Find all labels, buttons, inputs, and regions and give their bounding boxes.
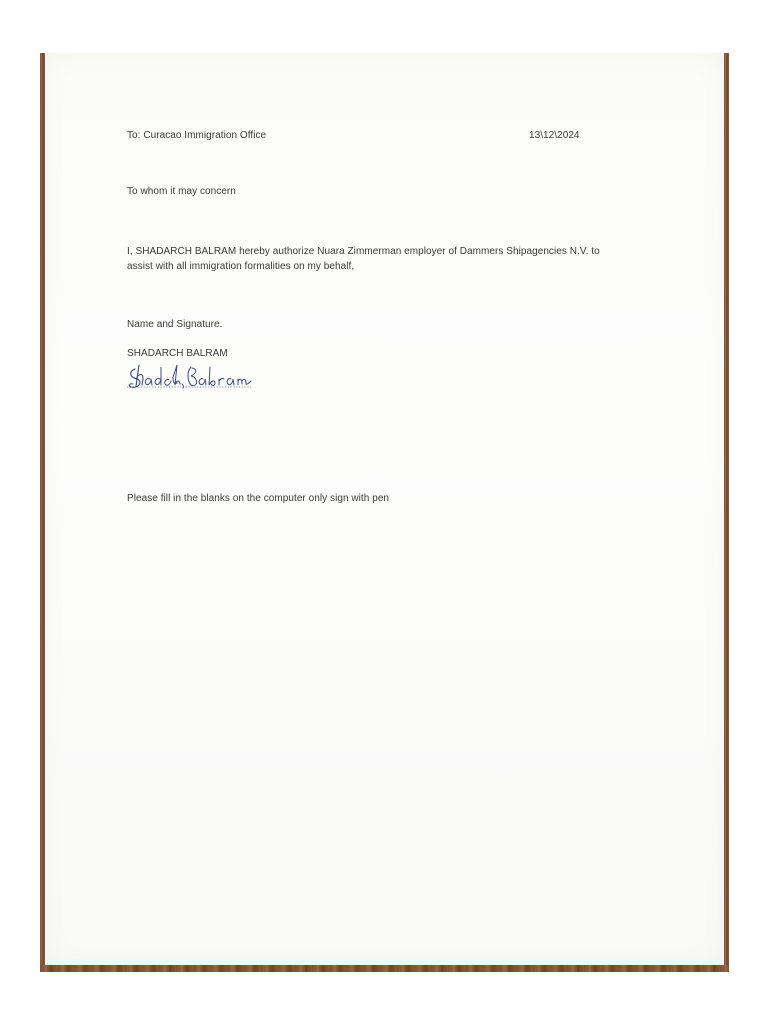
letter-date: 13\12\2024	[529, 130, 580, 141]
letter-page	[45, 53, 724, 965]
authorization-paragraph	[127, 244, 647, 274]
recipient-line: To: Curacao Immigration Office	[127, 130, 267, 141]
name-signature-label: Name and Signature.	[127, 319, 223, 330]
table-edge-right	[724, 53, 729, 971]
authorization-line-2: assist with all immigration formalities on my behalf,	[127, 261, 355, 272]
authorization-line-1: I, SHADARCH BALRAM hereby authorize Nuara Zimmerman employer of Dammers Shipagencies N.V. to	[127, 246, 600, 257]
instruction-note: Please fill in the blanks on the computer only sign with pen	[127, 493, 390, 504]
table-edge-bottom	[40, 965, 729, 972]
printed-name: SHADARCH BALRAM	[127, 348, 228, 359]
handwritten-signature	[125, 359, 265, 395]
salutation: To whom it may concern	[127, 186, 236, 197]
